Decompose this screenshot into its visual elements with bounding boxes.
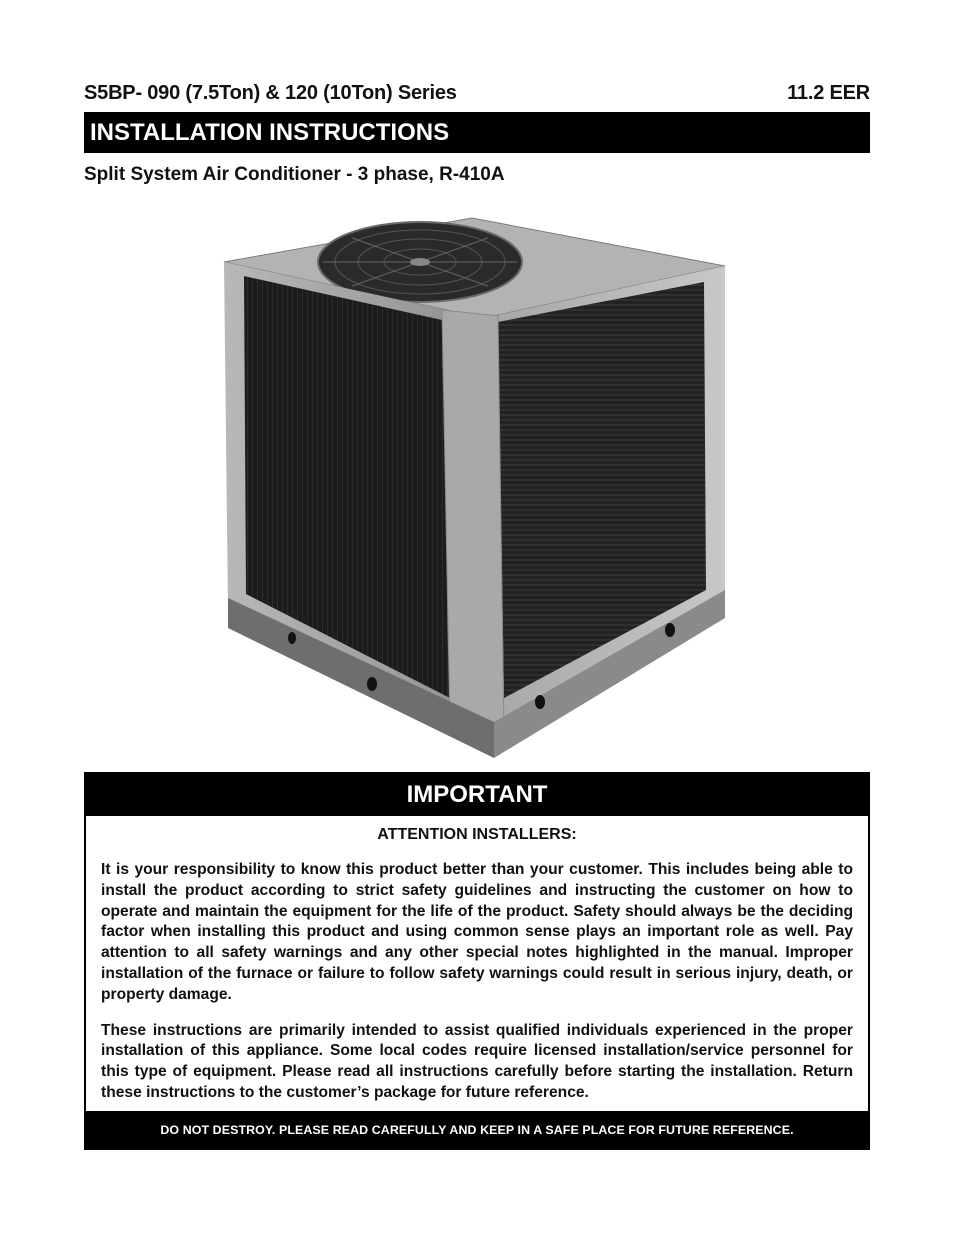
eer-rating: 11.2 EER [787, 82, 870, 104]
attention-installers-heading: ATTENTION INSTALLERS: [377, 826, 577, 843]
document-subtitle: Split System Air Conditioner - 3 phase, R-410A [84, 164, 505, 185]
series-title: S5BP- 090 (7.5Ton) & 120 (10Ton) Series [84, 82, 457, 104]
responsibility-paragraph: It is your responsibility to know this product better than your customer. This includes being able to install the product according to strict safety guidelines and instructing the customer on how to operate and maintain the equipment for the life of the product. Safety should always be the deciding factor when installing this product and using common sense plays an important role as well. Pay attention to all safety warnings and any other special notes highlighted in the manual. Improper installation of the furnace or failure to follow safety warnings could result in serious injury, death, or property damage. [101, 861, 853, 1003]
do-not-destroy-text: DO NOT DESTROY. PLEASE READ CAREFULLY AND KEEP IN A SAFE PLACE FOR FUTURE REFERENCE. [160, 1122, 794, 1137]
document-title: INSTALLATION INSTRUCTIONS [90, 118, 450, 146]
important-heading: IMPORTANT [86, 774, 868, 816]
condenser-unit-photo [222, 198, 727, 760]
qualified-installer-paragraph: These instructions are primarily intended to assist qualified individuals experienced in the proper installation of this appliance. Some local codes require licensed installation/service personnel for this type of equipment. Please read all instructions carefully before starting the installation. Return these instructions to the customer’s package for future reference. [101, 1021, 853, 1101]
header-row [84, 82, 870, 108]
do-not-destroy-footer [86, 1111, 868, 1148]
document-title-bar [84, 112, 870, 153]
important-notice-box [84, 772, 870, 1150]
